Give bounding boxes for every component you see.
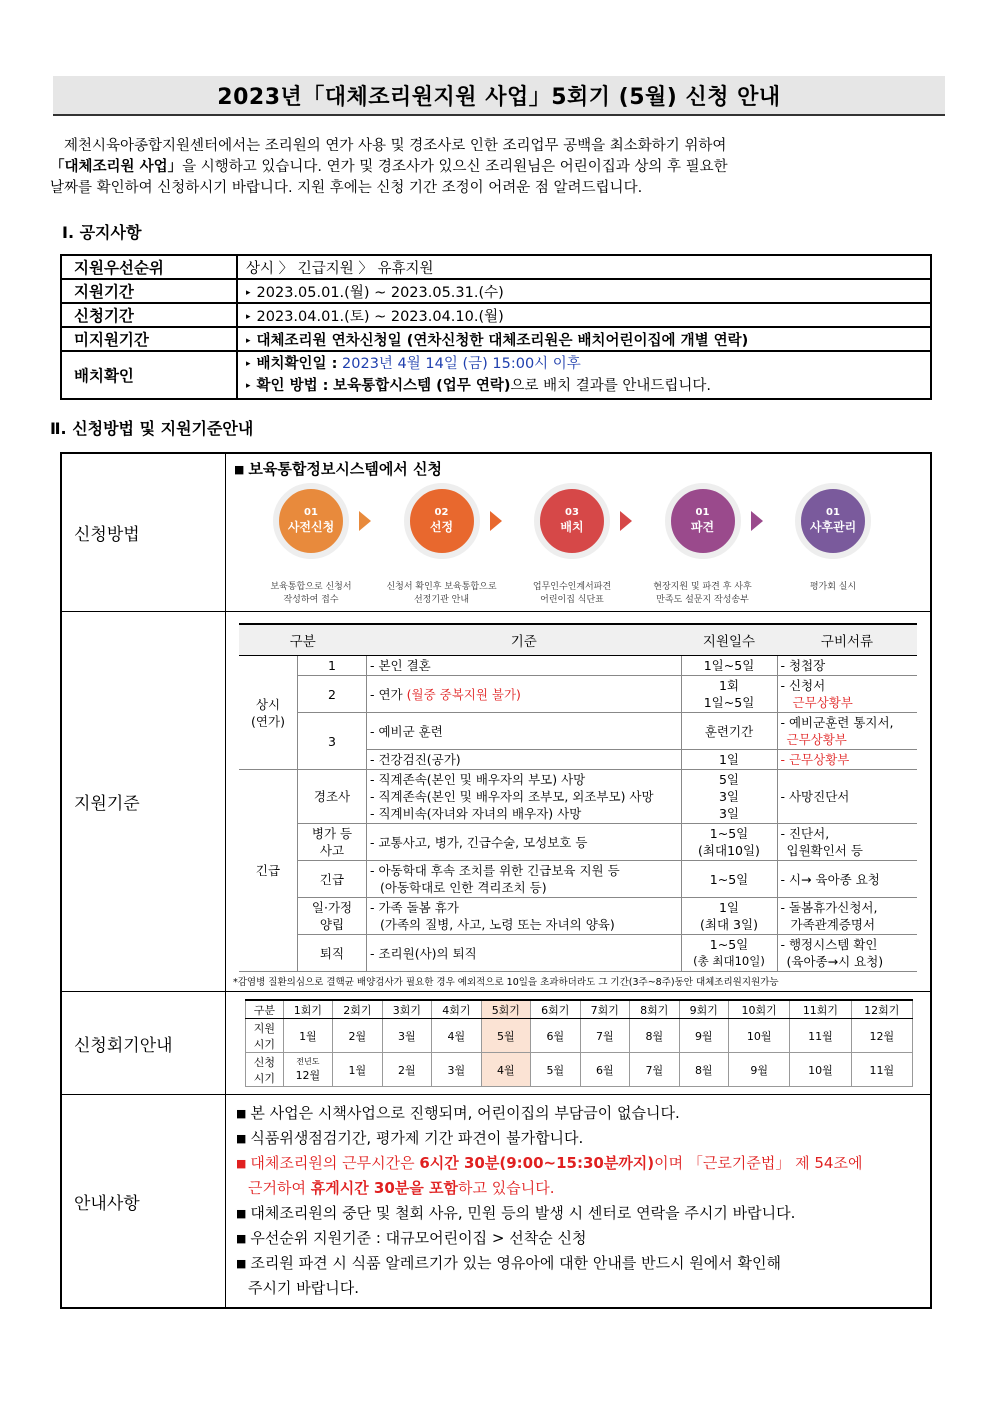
days-line: 1회 [718, 678, 740, 693]
round-header: 4회기 [432, 1000, 481, 1019]
round-cell: 6월 [580, 1053, 629, 1087]
rounds-content [226, 992, 932, 1095]
criterion-line: - 직계존속(본인 및 배우자의 부모) 사망 [370, 772, 586, 787]
step-number: 03 [565, 507, 579, 518]
criterion-note: (월중 중복지원 불가) [406, 686, 521, 702]
documents [777, 898, 917, 935]
step-name: 배치 [560, 520, 584, 534]
documents: - 사망진단서 [777, 770, 917, 824]
notice-value [237, 279, 931, 303]
criterion-line: - 직계존속(본인 및 배우자의 조부모, 외조부모) 사망 [370, 789, 654, 804]
info-row [61, 1095, 931, 1309]
step-name: 선정 [429, 520, 454, 534]
triangle-icon: ▸ [246, 359, 251, 369]
round-header: 5회기 [481, 1000, 530, 1019]
round-cell: 3월 [432, 1053, 481, 1087]
row-number: 2 [298, 676, 367, 713]
notice-label: 배치확인 [61, 351, 237, 399]
round-cell: 7월 [630, 1053, 679, 1087]
support-days [681, 770, 777, 824]
info-text: 하고 있습니다. [457, 1179, 555, 1197]
step-desc-line: 업무인수인계서파견 [532, 582, 612, 592]
round-cell: 5월 [481, 1019, 530, 1053]
notice-label: 신청기간 [61, 303, 237, 327]
info-text: 본 사업은 시책사업으로 진행되며, 어린이집의 부담금이 없습니다. [250, 1104, 680, 1122]
method-heading [234, 458, 922, 479]
days-line: 5일 [718, 772, 740, 787]
intro-bold: 「대체조리원 사업」 [50, 159, 183, 175]
square-bullet-icon: ■ [236, 1157, 247, 1170]
round-header: 11회기 [790, 1000, 851, 1019]
table-row [239, 770, 917, 824]
round-cell: 4월 [432, 1019, 481, 1053]
criterion [367, 861, 682, 898]
chevron-right-icon [490, 511, 502, 531]
notice-table [60, 254, 932, 400]
step-description [383, 581, 501, 607]
round-cell: 10월 [790, 1053, 851, 1087]
placement-date-label: 배치확인일 : [256, 356, 338, 372]
sub-category: 퇴직 [298, 935, 367, 972]
round-cell [283, 1053, 332, 1087]
info-item [236, 1151, 920, 1176]
process-step [644, 483, 762, 607]
info-label: 안내사항 [61, 1095, 226, 1309]
table-row [239, 676, 917, 713]
apply-first-line: 12월 [295, 1069, 321, 1082]
notice-row-support [61, 279, 931, 303]
support-days: 1일 [681, 750, 777, 770]
round-cell: 12월 [851, 1019, 912, 1053]
table-row [239, 861, 917, 898]
square-bullet-icon: ■ [236, 1107, 247, 1120]
support-days [681, 898, 777, 935]
step-desc-line: 평가회 실시 [809, 582, 857, 592]
step-desc-line: 작성하여 접수 [283, 595, 339, 605]
sub-category-line: 사고 [319, 843, 345, 858]
section-2-heading: Ⅱ. 신청방법 및 지원기준안내 [50, 419, 254, 438]
sub-category: 경조사 [298, 770, 367, 824]
criteria-header: 구분 [239, 624, 367, 656]
info-text: 이며 「근로기준법」 제 54조에 [654, 1154, 863, 1172]
criteria-content [226, 612, 932, 992]
row-number: 1 [298, 656, 367, 676]
triangle-icon: ▸ [246, 381, 251, 391]
triangle-icon: ▸ [246, 335, 251, 346]
triangle-icon: ▸ [246, 311, 251, 322]
info-text-bold: 6시간 30분(9:00~15:30분까지) [419, 1154, 655, 1172]
days-line: 3일 [718, 789, 740, 804]
days-line: (최대10일) [698, 843, 760, 858]
round-header: 3회기 [382, 1000, 431, 1019]
triangle-icon: ▸ [246, 287, 251, 298]
docs-line: 입원확인서 등 [786, 843, 863, 858]
support-days [681, 824, 777, 861]
criterion [367, 676, 682, 713]
round-cell: 5월 [531, 1053, 580, 1087]
support-period: 2023.05.01.(월) ~ 2023.05.31.(수) [256, 284, 504, 301]
criterion-text: - 연가 [370, 686, 403, 702]
info-text: 식품위생점검기간, 평가제 기간 파견이 불가합니다. [250, 1129, 584, 1147]
row-label [246, 1019, 284, 1053]
support-days [681, 935, 777, 972]
round-cell: 4월 [481, 1053, 530, 1087]
docs-line: - 진단서, [780, 826, 830, 841]
round-cell: 11월 [851, 1053, 912, 1087]
notice-row-apply [61, 303, 931, 327]
round-header: 6회기 [531, 1000, 580, 1019]
info-text: 조리원 파견 시 식품 알레르기가 있는 영유아에 대한 안내를 반드시 원에서 확인해 [250, 1254, 782, 1272]
step-desc-line: 현장지원 및 파견 후 사후 [653, 582, 752, 592]
round-header: 9회기 [679, 1000, 728, 1019]
sub-category [298, 898, 367, 935]
title-bar [53, 76, 945, 116]
table-row [239, 935, 917, 972]
notice-value [237, 351, 931, 399]
documents: - 청첩장 [777, 656, 917, 676]
round-cell: 1월 [283, 1019, 332, 1053]
regular-sub-label: (연가) [251, 713, 285, 729]
apply-period: 2023.04.01.(토) ~ 2023.04.10.(월) [256, 308, 504, 325]
round-header: 12회기 [851, 1000, 912, 1019]
sub-category-line: 일·가정 [311, 900, 353, 915]
table-row [239, 898, 917, 935]
step-description [513, 581, 631, 607]
round-cell: 10월 [729, 1019, 790, 1053]
process-step [513, 483, 631, 607]
docs-line: - 돌봄휴가신청서, [780, 900, 878, 915]
round-cell: 3월 [382, 1019, 431, 1053]
method-row [61, 453, 931, 612]
round-cell: 8월 [630, 1019, 679, 1053]
step-circle [795, 483, 871, 559]
round-header: 7회기 [580, 1000, 629, 1019]
criteria-header-row [239, 624, 917, 656]
rounds-table [245, 999, 913, 1087]
days-line: 1일~5일 [703, 695, 755, 710]
info-text-bold: 휴게시간 30분을 포함 [310, 1179, 458, 1197]
step-circle [534, 483, 610, 559]
notice-label: 지원기간 [61, 279, 237, 303]
step-circle [404, 483, 480, 559]
criterion: - 교통사고, 병가, 긴급수술, 모성보호 등 [367, 824, 682, 861]
notice-label: 미지원기간 [61, 327, 237, 351]
criteria-header: 기준 [367, 624, 682, 656]
row-label [246, 1053, 284, 1087]
process-step [383, 483, 501, 607]
round-header: 2회기 [333, 1000, 382, 1019]
notice-value [237, 303, 931, 327]
criterion-line: - 직계비속(자녀와 자녀의 배우자) 사망 [370, 806, 582, 821]
chevron-right-icon [359, 511, 371, 531]
info-text: 대체조리원의 중단 및 철회 사유, 민원 등의 발생 시 센터로 연락을 주시기 바랍니다. [250, 1204, 796, 1222]
square-bullet-icon: ■ [236, 1207, 247, 1220]
support-days: 훈련기간 [681, 713, 777, 750]
chevron-right-icon [751, 511, 763, 531]
criterion: - 건강검진(공가) [367, 750, 682, 770]
apply-first-line: 전년도 [296, 1057, 320, 1066]
step-number: 01 [826, 507, 840, 518]
docs-line: (육아종→시 요청) [786, 954, 884, 969]
row-label-line: 지원 [253, 1021, 275, 1035]
table-row [239, 713, 917, 750]
round-header: 8회기 [630, 1000, 679, 1019]
info-item: 주시기 바랍니다. [248, 1279, 359, 1297]
notice-value: 상시 〉 긴급지원 〉 유휴지원 [237, 255, 931, 279]
info-text: 근거하여 [248, 1179, 311, 1197]
step-description [774, 581, 892, 594]
info-item [236, 1226, 920, 1251]
rounds-header-row [246, 1000, 913, 1019]
criteria-row [61, 612, 931, 992]
criteria-header: 지원일수 [681, 624, 777, 656]
intro-line-2-rest: 을 시행하고 있습니다. 연가 및 경조사가 있으신 조리원님은 어린이집과 상의 후 필요한 [182, 159, 728, 175]
step-description [644, 581, 762, 607]
placement-date-line [246, 353, 922, 375]
nonsupport-period: 대체조리원 연차신청일 (연차신청한 대체조리원은 배치어린이집에 개별 연락) [256, 332, 749, 349]
step-circle [273, 483, 349, 559]
days-line: 1일 [718, 900, 740, 915]
criterion: - 본인 결혼 [367, 656, 682, 676]
step-desc-line: 보육통합으로 신청서 [270, 582, 352, 592]
documents [777, 676, 917, 713]
documents [777, 935, 917, 972]
round-header: 10회기 [729, 1000, 790, 1019]
days-line: 1~5일 [709, 937, 749, 952]
step-description [252, 581, 370, 607]
criteria-footnote: *감염병 질환의심으로 결핵균 배양검사가 필요한 경우 예외적으로 10일을 초과하더라도 그 기간(3주~8주)동안 대체조리원지원가능 [233, 977, 779, 988]
info-text: 대체조리원의 근무시간은 [250, 1154, 420, 1172]
criterion: - 예비군 훈련 [367, 713, 682, 750]
criteria-header: 구비서류 [777, 624, 917, 656]
criterion [367, 770, 682, 824]
method-heading-text: 보육통합정보시스템에서 신청 [248, 460, 442, 478]
docs-line: 가족관계증명서 [790, 917, 876, 932]
main-table [60, 452, 932, 1309]
sub-category-line: 양립 [319, 917, 345, 932]
round-header: 1회기 [283, 1000, 332, 1019]
placement-method-label: 확인 방법 : [256, 378, 329, 394]
category-cell [239, 656, 298, 770]
support-days [681, 676, 777, 713]
documents: - 시→ 육아종 요청 [777, 861, 917, 898]
docs-line: 근무상황부 [786, 732, 847, 747]
support-days: 1일~5일 [681, 656, 777, 676]
sub-category: 긴급 [298, 861, 367, 898]
round-cell: 9월 [729, 1053, 790, 1087]
round-cell: 11월 [790, 1019, 851, 1053]
notice-row-nonsupport [61, 327, 931, 351]
step-name: 파견 [690, 520, 715, 534]
chevron-right-icon [620, 511, 632, 531]
round-cell: 6월 [531, 1019, 580, 1053]
rounds-row [61, 992, 931, 1095]
docs-line: - 신청서 [780, 678, 826, 693]
intro-line-1: 제천시육아종합지원센터에서는 조리원의 연가 사용 및 경조사로 인한 조리업무 공백을 최소화하기 위하여 [64, 138, 727, 154]
days-line: 1~5일 [709, 826, 749, 841]
documents: - 근무상황부 [777, 750, 917, 770]
step-desc-line: 어린이집 식단표 [540, 595, 604, 605]
days-line: (최대 3일) [700, 917, 758, 932]
square-bullet-icon: ■ [234, 463, 245, 476]
documents [777, 824, 917, 861]
docs-line: 근무상황부 [792, 695, 853, 710]
intro-paragraph [50, 136, 945, 199]
step-circle [665, 483, 741, 559]
method-content [226, 453, 932, 612]
section-1-heading: Ⅰ. 공지사항 [62, 223, 142, 242]
row-label-line: 시기 [253, 1037, 275, 1051]
step-number: 01 [304, 507, 318, 518]
row-label-line: 시기 [253, 1071, 275, 1085]
sub-category [298, 824, 367, 861]
notice-value [237, 327, 931, 351]
round-cell: 8월 [679, 1053, 728, 1087]
criteria-label: 지원기준 [61, 612, 226, 992]
square-bullet-icon: ■ [236, 1232, 247, 1245]
info-item [236, 1176, 920, 1201]
step-desc-line: 신청서 확인후 보육통합으로 [386, 582, 497, 592]
page-title: 2023년「대체조리원지원 사업」5회기 (5월) 신청 안내 [217, 84, 781, 110]
rounds-label: 신청회기안내 [61, 992, 226, 1095]
square-bullet-icon: ■ [236, 1132, 247, 1145]
notice-row-placement [61, 351, 931, 399]
category-cell: 긴급 [239, 770, 298, 972]
method-label: 신청방법 [61, 453, 226, 612]
table-row [239, 656, 917, 676]
info-item [236, 1101, 920, 1126]
round-cell: 1월 [333, 1053, 382, 1087]
documents [777, 713, 917, 750]
rounds-apply-row [246, 1053, 913, 1087]
round-header: 구분 [246, 1000, 284, 1019]
round-cell: 2월 [333, 1019, 382, 1053]
placement-method-bold: 보육통합시스템 (업무 연락) [333, 378, 511, 394]
process-step [252, 483, 370, 607]
info-item [236, 1126, 920, 1151]
criterion-line: (가족의 질병, 사고, 노령 또는 자녀의 양육) [380, 917, 615, 932]
docs-line: - 행정시스템 확인 [780, 937, 878, 952]
info-text: 우선순위 지원기준 : 대규모어린이집 > 선착순 신청 [250, 1229, 587, 1247]
docs-line: - 예비군훈련 통지서, [780, 715, 894, 730]
info-item [236, 1201, 920, 1226]
info-content [226, 1095, 932, 1309]
days-line: (총 최대10일) [693, 954, 765, 968]
step-number: 02 [434, 507, 449, 518]
notice-row-priority [61, 255, 931, 279]
regular-label: 상시 [255, 696, 281, 712]
criterion: - 조리원(사)의 퇴직 [367, 935, 682, 972]
table-row [239, 824, 917, 861]
step-name: 사후관리 [809, 520, 857, 534]
notice-label: 지원우선순위 [61, 255, 237, 279]
criterion-line: - 아동학대 후속 조치를 위한 긴급보육 지원 등 [370, 863, 620, 878]
criterion-line: (아동학대로 인한 격리조치 등) [380, 880, 547, 895]
step-desc-line: 만족도 설문지 작성송부 [656, 595, 749, 605]
criteria-table [239, 623, 917, 972]
days-line: 3일 [718, 806, 740, 821]
round-cell: 7월 [580, 1019, 629, 1053]
step-name: 사전신청 [287, 520, 335, 534]
process-steps [252, 483, 892, 607]
step-number: 01 [695, 507, 710, 518]
intro-line-2 [50, 157, 945, 178]
square-bullet-icon: ■ [236, 1257, 247, 1270]
placement-method-rest: 으로 배치 결과를 안내드립니다. [510, 378, 712, 394]
criterion-line: - 가족 돌봄 휴가 [370, 900, 459, 915]
placement-date: 2023년 4월 14일 (금) 15:00시 이후 [342, 356, 581, 372]
row-number: 3 [298, 713, 367, 770]
round-cell: 9월 [679, 1019, 728, 1053]
process-step [774, 483, 892, 607]
step-desc-line: 선정기관 안내 [413, 595, 470, 605]
round-cell: 2월 [382, 1053, 431, 1087]
row-label-line: 신청 [253, 1055, 275, 1069]
rounds-support-row [246, 1019, 913, 1053]
sub-category-line: 병가 등 [311, 826, 353, 841]
support-days: 1~5일 [681, 861, 777, 898]
info-item [236, 1251, 920, 1276]
placement-method-line [246, 375, 922, 397]
intro-line-3: 날짜를 확인하여 신청하시기 바랍니다. 지원 후에는 신청 기간 조정이 어려운 점 알려드립니다. [50, 180, 643, 196]
criterion [367, 898, 682, 935]
